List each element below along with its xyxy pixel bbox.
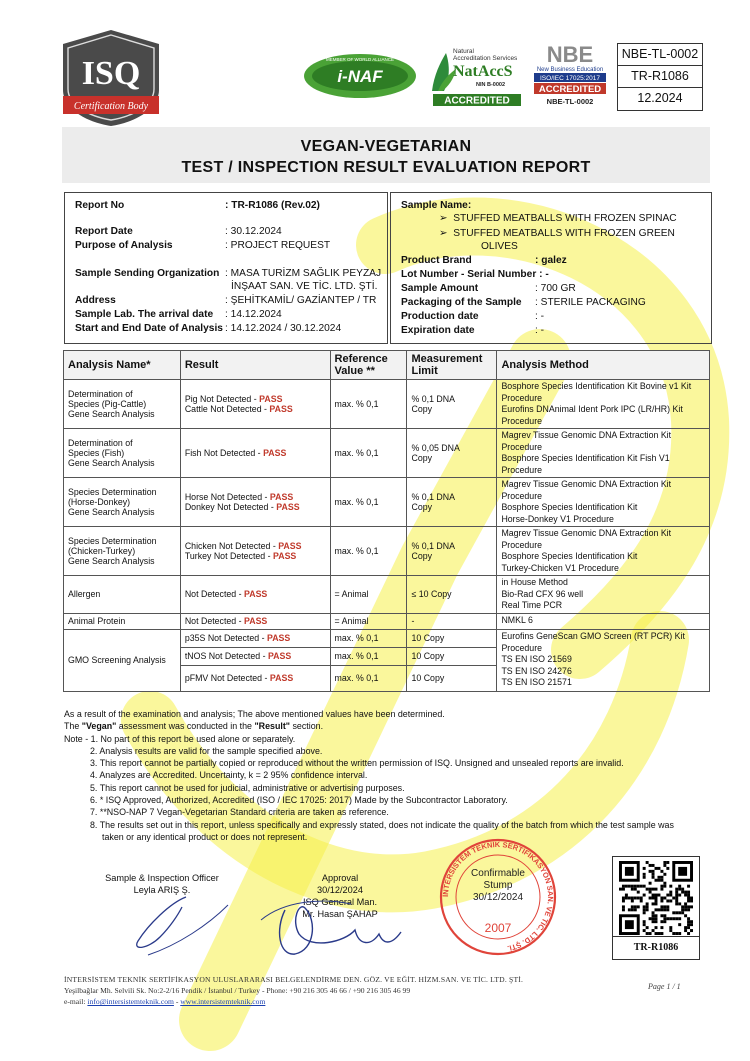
cell-line: Procedure [501,490,543,501]
sample-item-continuation: OLIVES [481,241,518,252]
analysis-name-cell [64,613,181,629]
table-row [64,576,710,614]
cell-line: Eurofins DNAnimal Ident Pork IPC (LR/HR) Kit [501,404,683,414]
result-cell [180,647,330,665]
address-label: Address [75,295,116,306]
notes-intro2-post: section. [290,721,324,732]
isq-logo [55,28,167,128]
nbe-iso: ISO/IEC 17025:2017 [540,75,600,82]
cell-line: % 0,05 DNA [411,443,460,453]
organization-line1: : MASA TURİZM SAĞLIK PEYZAJ [225,268,382,279]
inaf-ring-text: MEMBER OF WORLD ALLIANCE [325,57,395,62]
approval-signature-scribble [255,890,405,962]
cell-line: (Horse-Donkey) [68,497,131,507]
result-text: Cattle Not Detected - [184,404,270,414]
reference-box [617,43,703,111]
cell-line: Procedure [501,642,543,653]
purpose-label: Purpose of Analysis [75,240,173,251]
natacces-name: NatAccS [453,63,513,80]
header-reference-l1: Reference [334,353,388,365]
natacces-code: NIN B-0002 [476,82,506,88]
pass-badge: PASS [269,492,294,502]
notes-intro2-vegan: "Vegan" [81,721,117,732]
report-date-value: : 30.12.2024 [225,226,282,237]
analysis-name-cell [64,429,181,478]
nbe-code: NBE-TL-0002 [546,97,594,106]
result-text: Chicken Not Detected - [184,541,279,551]
method-cell [497,429,710,478]
report-title [62,127,710,183]
result-cell [180,478,330,527]
result-text: Turkey Not Detected - [184,551,273,561]
table-row [64,613,710,629]
page-footer [64,974,704,1007]
method-cell [497,576,710,614]
table-row [64,527,710,576]
reference-cell: max. % 0,1 [330,380,407,429]
packaging-label: Packaging of the Sample [401,297,522,308]
qr-code-label: TR-R1086 [613,936,699,959]
table-row [64,478,710,527]
approval-role: ISQ General Man. [302,897,378,907]
nbe-logo [530,42,610,108]
result-text: Horse Not Detected - [184,492,270,502]
cell-line: Bosphore Species Identification Kit Bovine v1 Kit [501,381,692,391]
arrival-date-value: : 14.12.2024 [225,309,282,320]
reference-accreditation-code: NBE-TL-0002 [618,44,702,66]
pass-badge: PASS [263,448,287,458]
analysis-name-cell [64,527,181,576]
notes-intro2-result: "Result" [254,721,291,732]
inaf-logo-name: i-NAF [337,67,383,86]
cell-line: ≤ 10 Copy [411,589,452,600]
limit-cell [407,429,497,478]
cell-line: Procedure [501,415,543,426]
result-text: pFMV Not Detected - [184,673,270,683]
arrow-bullet-icon: ➢ [439,213,448,224]
reference-cell: max. % 0,1 [330,665,407,691]
cell-line: Species (Fish) [68,448,125,458]
analysis-name-cell [64,576,181,614]
footer-email-link[interactable]: info@intersistemteknik.com [87,997,174,1006]
result-cell [180,629,330,647]
result-cell [180,429,330,478]
cell-line: Horse-Donkey V1 Procedure [501,513,614,524]
header-reference [330,351,407,380]
nbe-name: NBE [546,42,594,67]
approval-title: Approval [321,873,359,883]
cell-line: Gene Search Analysis [68,458,155,468]
table-row [64,629,710,647]
cell-line: Magrev Tissue Genomic DNA Extraction Kit [501,479,672,489]
cell-line: Real Time PCR [501,600,563,610]
sample-item [439,213,677,224]
amount-value: : 700 GR [535,283,576,294]
result-cell [180,527,330,576]
footer-web-link[interactable]: www.intersistemteknik.com [180,997,266,1006]
analysis-name-cell [64,478,181,527]
notes-section [64,708,724,843]
cell-line: - [411,616,415,626]
reference-cell: = Animal [330,576,407,614]
stamp-year: 2007 [484,921,512,935]
cell-line: in House Method [501,577,568,587]
result-text: Not Detected - [184,589,244,600]
cell-line: Copy [411,453,433,463]
sample-info-panel [390,192,712,344]
cell-line: Gene Search Analysis [68,556,155,566]
officer-name: Leyla ARIŞ Ş. [133,885,191,895]
result-text: Not Detected - [184,616,244,626]
pass-badge: PASS [278,541,302,551]
production-value: : - [535,311,545,322]
organization-line2: İNŞAAT SAN. VE TİC. LTD. ŞTİ. [231,281,378,292]
method-cell [497,380,710,429]
result-cell [180,665,330,691]
notes-intro2-pre: The [64,721,82,732]
expiration-value: : - [535,325,545,336]
pass-badge: PASS [259,394,283,404]
table-row [64,429,710,478]
method-cell [497,613,710,629]
report-date-label: Report Date [75,226,133,237]
cell-line: TS EN ISO 24276 [501,665,572,676]
header-result: Result [180,351,330,380]
arrival-date-label: Sample Lab. The arrival date [75,309,214,320]
pass-badge: PASS [269,404,293,414]
result-text: p35S Not Detected - [184,633,267,643]
result-text: Fish Not Detected - [184,448,264,458]
header-limit [407,351,497,380]
nbe-sub: New Business Education [536,67,604,73]
analysis-table [63,350,710,692]
cell-line: Determination of [68,438,133,448]
cell-line: % 0,1 DNA [411,394,455,404]
lot-label: Lot Number - Serial Number [401,269,537,280]
title-line1: VEGAN-VEGETARIAN [300,138,472,155]
cell-line: Copy [411,404,433,414]
notes-intro-1: As a result of the examination and analysis; The above mentioned values have been determined. [64,709,445,719]
isq-logo-name: ISQ [81,55,141,92]
limit-cell [407,527,497,576]
cell-line: % 0,1 DNA [411,541,455,551]
expiration-label: Expiration date [401,325,475,336]
inaf-logo [300,50,420,102]
cell-line: Copy [411,502,433,512]
stamp-ring-text: İNTERSİSTEM TEKNİK SERTİFİKASYON SAN. VE TİC. LTD. ŞTİ. [440,839,556,954]
cell-line: Gene Search Analysis [68,507,155,517]
cell-line: Magrev Tissue Genomic DNA Extraction Kit [501,528,672,538]
cell-line: Determination of [68,389,133,399]
reference-cell: max. % 0,1 [330,429,407,478]
pass-badge: PASS [244,589,268,600]
purpose-value: : PROJECT REQUEST [225,240,331,251]
cell-line: NMKL 6 [501,615,533,626]
organization-label: Sample Sending Organization [75,268,220,279]
approval-name: Mr. Hasan ŞAHAP [302,909,378,919]
method-cell [497,478,710,527]
result-cell [180,380,330,429]
natacces-logo [428,45,523,107]
analysis-name-cell: GMO Screening Analysis [64,629,181,691]
cell-line: Bio-Rad CFX 96 well [501,588,584,599]
note-item: 7. **NSO-NAP 7 Vegan-Vegetarian Standard criteria are taken as reference. [90,807,389,818]
reference-cell: max. % 0,1 [330,478,407,527]
cell-line: Procedure [501,441,543,452]
cell-line: Bosphore Species Identification Kit Fish V1 [501,453,670,463]
cell-line: Magrev Tissue Genomic DNA Extraction Kit [501,430,672,440]
stamp-sub: Stump [483,880,513,891]
result-text: Donkey Not Detected - [184,502,277,512]
reference-report-code: TR-R1086 [618,66,702,88]
address-value: : ŞEHİTKAMİL/ GAZİANTEP / TR [225,295,377,306]
amount-label: Sample Amount [401,283,479,294]
footer-address: Yeşilbağlar Mh. Selvili Sk. No:2-2/16 Pendik / İstanbul / Turkey - Phone: +90 216 305 46 66 / +90 216 305 46 99 [64,986,411,995]
lot-value: : - [539,269,549,280]
packaging-value: : STERILE PACKAGING [535,297,646,308]
cell-line: Procedure [501,392,543,403]
officer-title: Sample & Inspection Officer [105,873,219,883]
limit-cell: 10 Copy [407,665,497,691]
cell-line: TS EN ISO 21571 [501,677,572,688]
isq-logo-sub: Certification Body [73,101,149,112]
result-text: Pig Not Detected - [184,394,260,404]
note-item-continuation: taken or any identical product or does not represent. [102,831,308,842]
reference-cell: max. % 0,1 [330,527,407,576]
cell-line: Turkey-Chicken V1 Procedure [501,562,619,573]
cell-line: Allergen [68,589,101,600]
analysis-dates-label: Start and End Date of Analysis [75,323,223,334]
note-item: 2. Analysis results are valid for the sample specified above. [90,745,323,756]
natacces-line2: Accreditation Services [453,55,518,62]
header-limit-l1: Measurement [411,353,483,365]
reference-cell: = Animal [330,613,407,629]
table-header-row [64,351,710,380]
confirmation-stamp [438,828,558,966]
header-analysis-name: Analysis Name* [64,351,181,380]
production-label: Production date [401,311,479,322]
note-item: 4. Analyzes are Accredited. Uncertainty, k = 2 95% confidence interval. [90,770,368,781]
note-item: 3. This report cannot be partially copied or reproduced without the written permission of ISQ. Unsigned and unsealed reports are invalid. [90,758,624,769]
cell-line: TS EN ISO 21569 [501,654,572,665]
limit-cell: 10 Copy [407,629,497,647]
footer-separator: - [173,997,181,1006]
sample-item-text: STUFFED MEATBALLS WITH FROZEN GREEN [453,228,675,239]
sample-item [439,228,675,239]
analysis-dates-value: : 14.12.2024 / 30.12.2024 [225,323,342,334]
cell-line: Procedure [501,539,543,550]
limit-cell [407,613,497,629]
header-limit-l2: Limit [411,365,438,377]
approval-date: 30/12/2024 [317,885,363,895]
cell-line: Animal Protein [68,616,126,626]
notes-intro2-mid: assessment was conducted in the [116,721,255,732]
cell-line: Bosphore Species Identification Kit [501,551,638,561]
report-info-panel [64,192,388,344]
reference-period: 12.2024 [637,91,683,105]
cell-line: Species Determination [68,536,157,546]
pass-badge: PASS [276,502,300,512]
result-cell [180,613,330,629]
officer-signature-scribble [108,885,248,960]
qr-code-box [612,856,700,960]
limit-cell [407,380,497,429]
reference-cell: max. % 0,1 [330,629,407,647]
page-number: Page 1 / 1 [648,982,681,991]
pass-badge: PASS [244,616,268,626]
limit-cell [407,478,497,527]
pass-badge: PASS [267,651,292,661]
result-text: tNOS Not Detected - [184,651,268,661]
method-cell [497,527,710,576]
cell-line: Procedure [501,464,543,475]
brand-value: : galez [535,255,567,266]
note-item: 8. The results set out in this report, unless specifically and expressly stated, does not indicate the quality of the batch from which the test sample was [90,819,674,830]
sample-name-label: Sample Name: [401,200,472,211]
pass-badge: PASS [273,551,297,561]
title-line2: TEST / INSPECTION RESULT EVALUATION REPORT [181,159,591,176]
footer-email-label: e-mail: [64,997,88,1006]
cell-line: % 0,1 DNA [411,492,455,502]
qr-code-icon [619,861,693,935]
cell-line: (Chicken-Turkey) [68,546,136,556]
header-method: Analysis Method [497,351,710,380]
natacces-accredited: ACCREDITED [444,95,510,107]
cell-line: Gene Search Analysis [68,409,155,419]
note-item: 6. * ISQ Approved, Authorized, Accredited (ISO / IEC 17025: 2017) Made by the Subcontractor Laboratory. [90,795,508,806]
header-reference-l2: Value ** [334,365,375,377]
notes-intro-2 [64,720,724,732]
stamp-title: Confirmable [471,868,525,879]
cell-line: Copy [411,551,433,561]
note-item: 5. This report cannot be used for judicial, administrative or advertising purposes. [90,782,405,793]
sample-item-text: STUFFED MEATBALLS WITH FROZEN SPINAC [453,213,677,224]
nbe-accredited: ACCREDITED [538,84,602,95]
cell-line: Species Determination [68,487,157,497]
cell-line: Eurofins GeneScan GMO Screen (RT PCR) Kit [501,631,685,642]
method-cell [497,629,710,691]
arrow-bullet-icon: ➢ [439,228,448,239]
reference-cell: max. % 0,1 [330,647,407,665]
cell-line: Species (Pig-Cattle) [68,399,147,409]
table-row [64,380,710,429]
stamp-date: 30/12/2024 [472,892,524,903]
footer-contact [64,996,704,1007]
pass-badge: PASS [266,633,291,643]
report-no-value: : TR-R1086 (Rev.02) [225,200,320,211]
cell-line: Bosphore Species Identification Kit [501,502,638,512]
report-no-label: Report No [75,200,125,211]
footer-company: İNTERSİSTEM TEKNİK SERTİFİKASYON ULUSLARARASI BELGELENDİRME DEN. GÖZ. VE EĞİT. HİZM.SAN. VE TİC. LTD. ŞTİ. [64,975,524,984]
brand-label: Product Brand [401,255,472,266]
result-cell [180,576,330,614]
pass-badge: PASS [269,673,294,683]
analysis-name-cell [64,380,181,429]
note-1: Note - 1. No part of this report be used alone or separately. [64,733,296,744]
natacces-line1: Natural [453,48,474,55]
limit-cell: 10 Copy [407,647,497,665]
limit-cell [407,576,497,614]
